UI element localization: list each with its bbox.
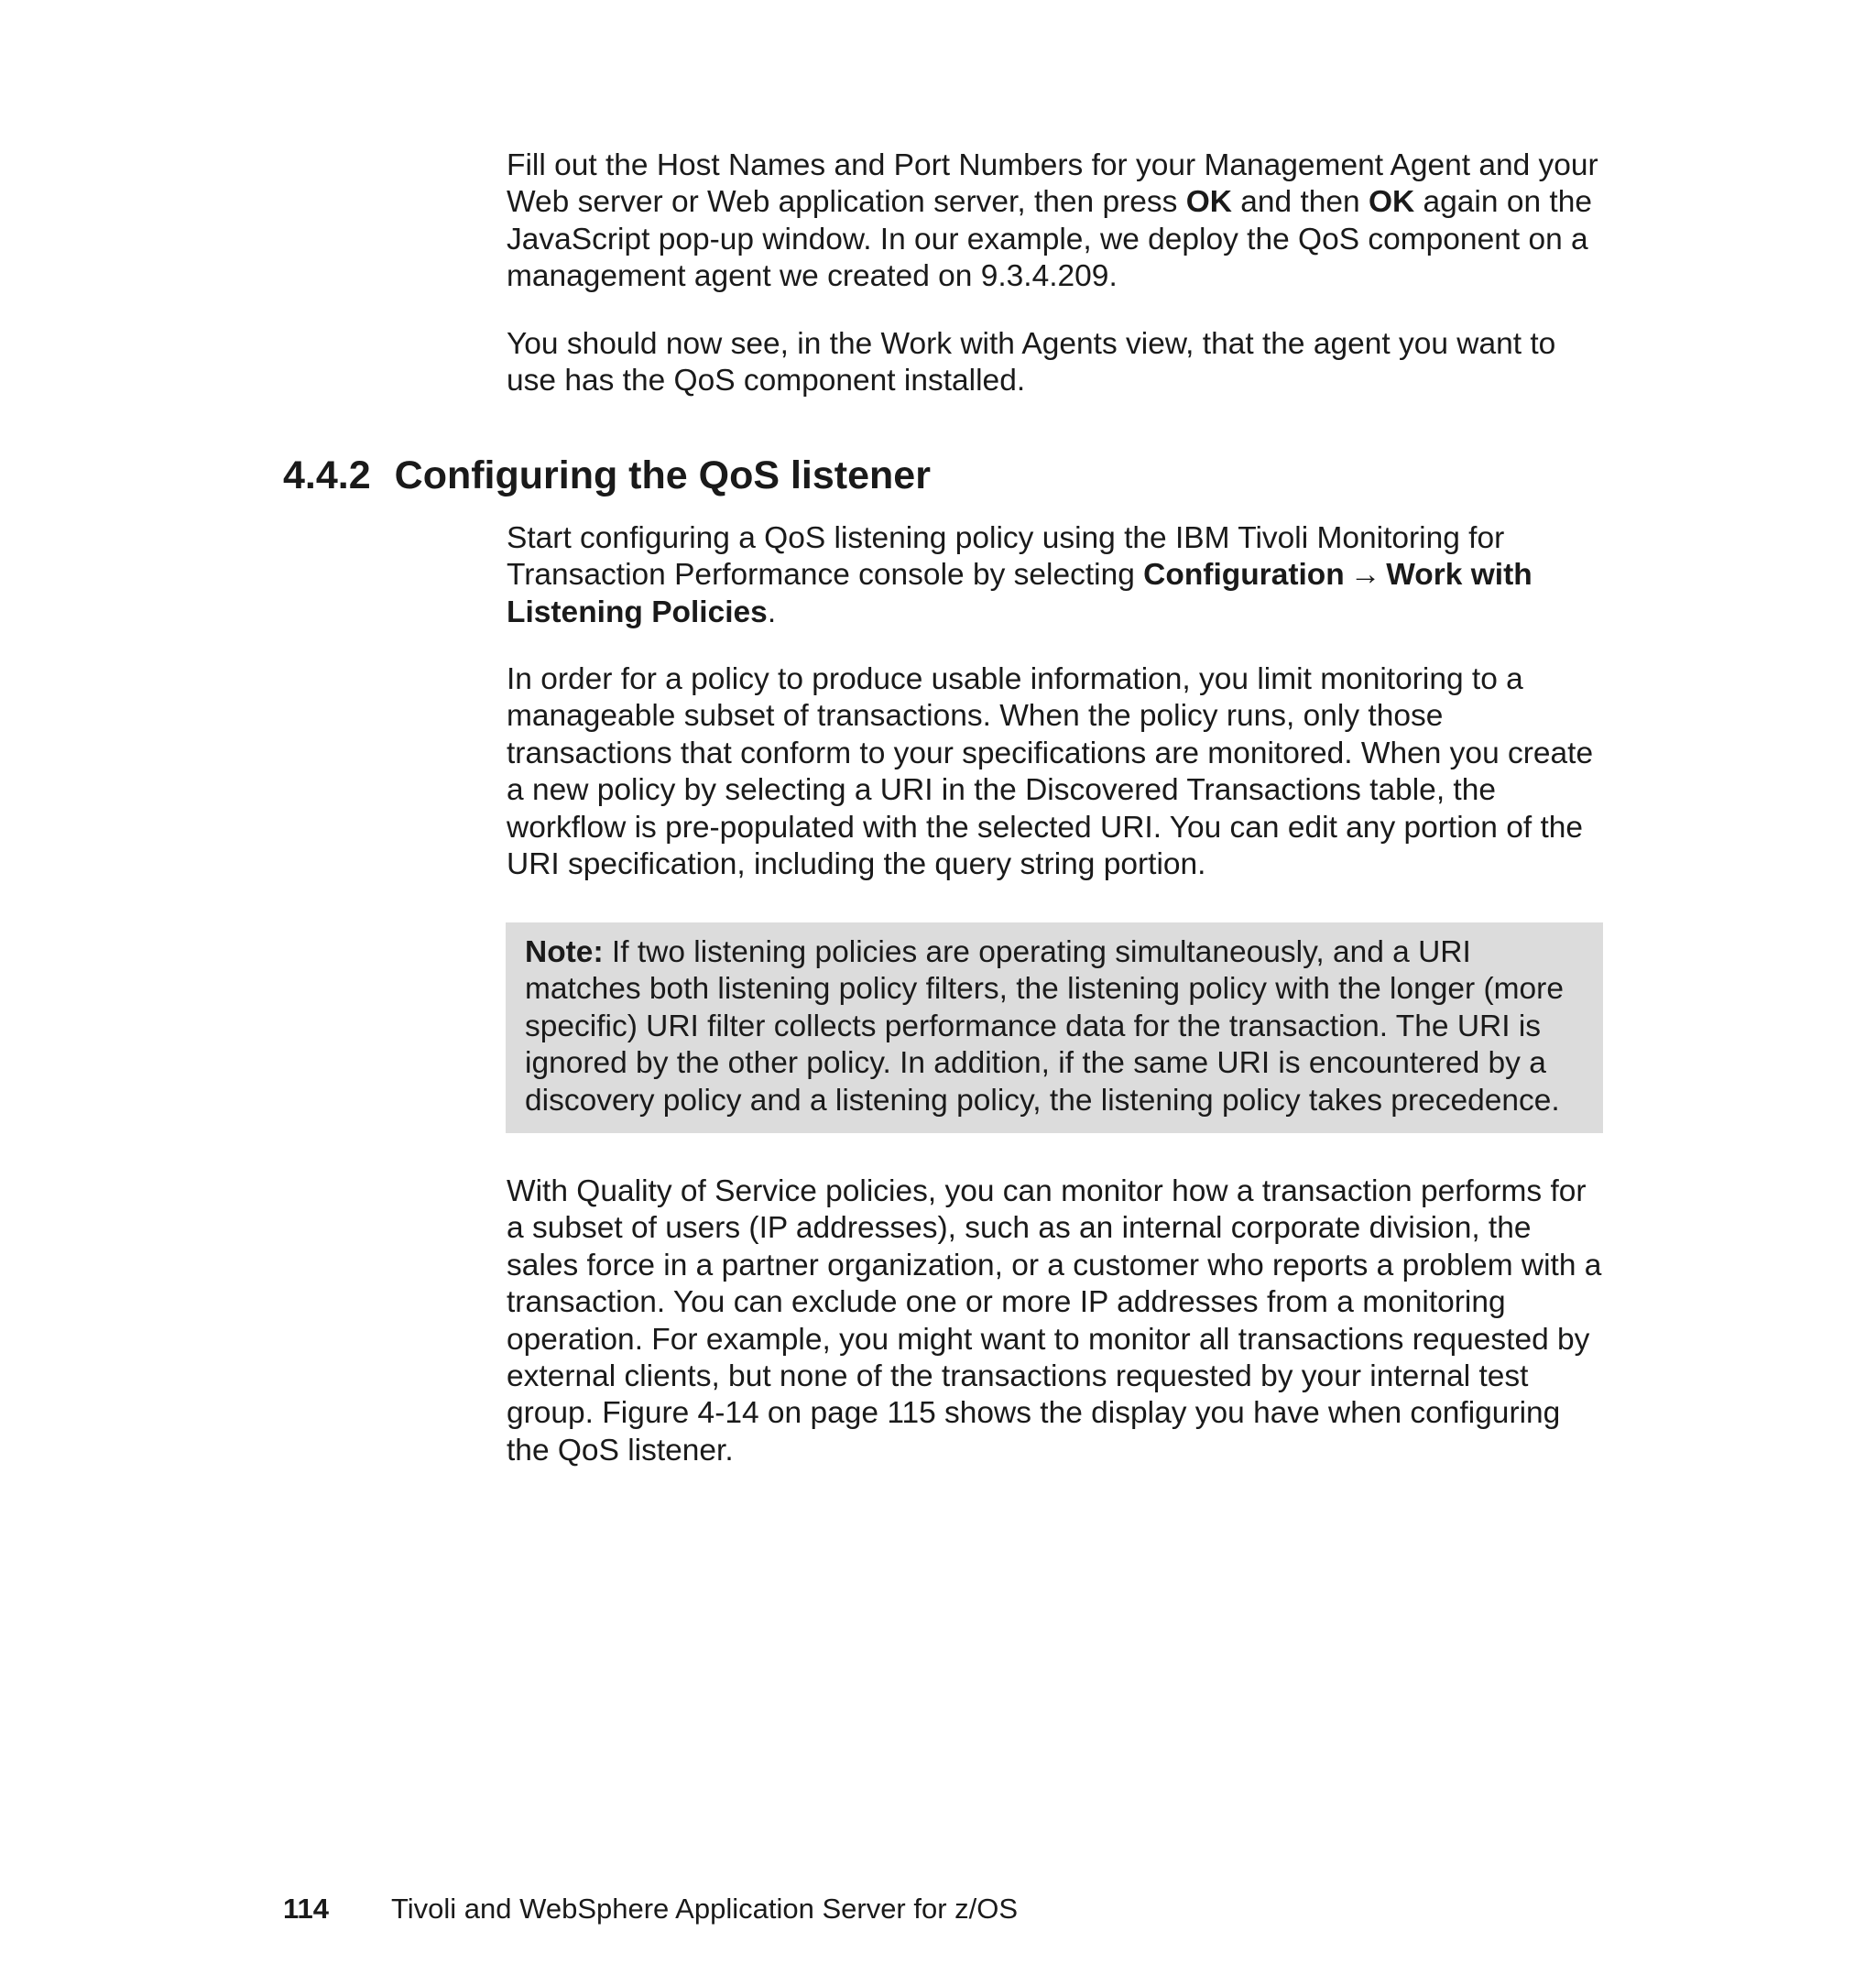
section-heading — [283, 452, 931, 499]
note-text: If two listening policies are operating simultaneously, and a URI matches both listening policy filters, the listening policy with the longer (more specific) URI filter collects performance data for the transaction. The URI is ignored by the other policy. In addition, if the same URI is encountered by a discovery policy and a listening policy, the listening policy takes precedence. — [525, 935, 1564, 1118]
paragraph-policy-info — [507, 661, 1606, 883]
section-title: Configuring the QoS listener — [394, 453, 931, 497]
arrow-icon: → — [1349, 558, 1381, 593]
page-number: 114 — [283, 1893, 330, 1925]
paragraph-agent-view — [507, 326, 1606, 400]
ok-bold: OK — [1368, 185, 1415, 220]
note-label: Note: — [525, 935, 604, 969]
text-run: and then — [1231, 185, 1369, 220]
section-number: 4.4.2 — [283, 453, 371, 497]
paragraph-deploy-instructions — [507, 147, 1606, 296]
ok-bold: OK — [1185, 185, 1232, 220]
menu-path-listening-policies: Work with Listening Policies — [507, 558, 1532, 629]
paragraph-text: With Quality of Service policies, you can monitor how a transaction performs for a subset of users (IP addresses), such as an internal corporate division, the sales force in a partner organization, or a customer who reports a problem with a transaction. You can exclude one or more IP addresses from a monitoring operation. For example, you might want to monitor all transactions requested by external clients, but none of the transactions requested by your internal test group. Figure 4-14 on page 115 shows the display you have when configuring the QoS listener. — [507, 1174, 1602, 1468]
menu-path-configuration: Configuration — [1143, 558, 1345, 593]
paragraph-text: In order for a policy to produce usable information, you limit monitoring to a manageable subset of transactions. When the policy runs, only those transactions that conform to your specifications are monitored. When you create a new policy by selecting a URI in the Discovered Transactions table, the workflow is pre-populated with the selected URI. You can edit any portion of the URI specification, including the query string portion. — [507, 662, 1594, 882]
paragraph-qos-policies — [507, 1173, 1606, 1469]
text-run: again on the JavaScript pop-up window. In our example, we deploy the QoS component on a management agent we created on 9.3.4.209. — [507, 185, 1592, 294]
paragraph-start-configuring — [507, 520, 1606, 631]
text-run: Start configuring a QoS listening policy using the IBM Tivoli Monitoring for Transaction Performance console by selecting — [507, 521, 1505, 593]
paragraph-text: You should now see, in the Work with Agents view, that the agent you want to use has the QoS component installed. — [507, 327, 1556, 398]
page-footer — [283, 1892, 1018, 1926]
text-run: Fill out the Host Names and Port Numbers for your Management Agent and your Web server or Web application server, then press — [507, 148, 1598, 220]
note-box — [506, 922, 1603, 1133]
book-title: Tivoli and WebSphere Application Server for z/OS — [391, 1893, 1019, 1925]
text-run: . — [767, 595, 777, 629]
